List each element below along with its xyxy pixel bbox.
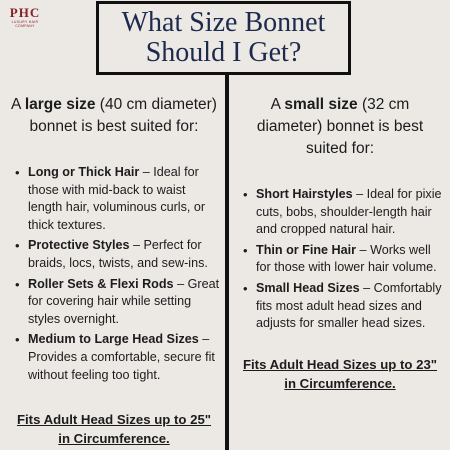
small-heading-pre: A — [270, 96, 285, 113]
small-size-column — [236, 94, 444, 393]
title-line-2: Should I Get? — [145, 37, 302, 68]
list-item — [8, 164, 220, 234]
list-item-text: – Provides a comfortable, secure fit without feeling too tight. — [28, 332, 215, 382]
large-size-list — [8, 164, 220, 384]
column-divider — [225, 74, 229, 450]
list-item-text: – Comfortably fits most adult head sizes and adjusts for smaller head sizes. — [256, 280, 442, 331]
list-item — [236, 186, 444, 239]
small-fits-line-1: Fits Adult Head Sizes up to 23" — [242, 356, 438, 372]
small-fits-note — [236, 355, 444, 393]
list-item-label: Small Head Sizes — [256, 280, 360, 295]
page-title — [96, 1, 351, 75]
small-size-heading — [236, 94, 444, 160]
large-heading-post: (40 cm diameter) bonnet is best suited for: — [29, 96, 217, 135]
list-item-label: Roller Sets & Flexi Rods — [28, 276, 174, 291]
list-item-text: – Ideal for those with mid-back to waist length hair, voluminous curls, or thick textures. — [28, 165, 206, 232]
list-item-text: – Great for covering hair while setting styles overnight. — [28, 276, 220, 326]
large-fits-line-2: in Circumference. — [58, 431, 170, 447]
large-size-column — [8, 94, 220, 448]
list-item-label: Short Hairstyles — [256, 187, 353, 201]
large-size-heading — [8, 94, 220, 138]
brand-logo — [0, 6, 50, 28]
small-heading-post: (32 cm diameter) bonnet is best suited for: — [256, 96, 424, 157]
logo-line-1: LUXURY HAIR — [11, 20, 39, 24]
list-item — [8, 237, 220, 272]
list-item — [8, 331, 220, 384]
small-fits-line-2: in Circumference. — [284, 375, 396, 391]
logo-mark: PHC — [9, 5, 41, 20]
large-fits-note — [8, 410, 220, 448]
title-line-1: What Size Bonnet — [121, 7, 326, 38]
list-item-label: Medium to Large Head Sizes — [28, 332, 199, 347]
large-heading-bold: large size — [24, 96, 96, 113]
large-fits-line-1: Fits Adult Head Sizes up to 25" — [16, 412, 212, 428]
list-item-text: – Ideal for pixie cuts, bobs, shoulder-length hair and cropped natural hair. — [256, 187, 442, 237]
large-heading-pre: A — [11, 96, 25, 113]
small-size-list — [236, 186, 444, 333]
list-item-label: Thin or Fine Hair — [256, 242, 357, 257]
list-item-text: – Perfect for braids, locs, twists, and sew-ins. — [28, 238, 208, 270]
list-item — [236, 280, 444, 333]
list-item — [236, 242, 444, 277]
small-heading-bold: small size — [284, 96, 358, 113]
logo-line-2: COMPANY — [15, 24, 35, 28]
list-item-label: Protective Styles — [28, 238, 130, 253]
list-item-text: – Works well for those with lower hair volume. — [256, 242, 437, 275]
list-item — [8, 276, 220, 329]
list-item-label: Long or Thick Hair — [28, 165, 140, 179]
